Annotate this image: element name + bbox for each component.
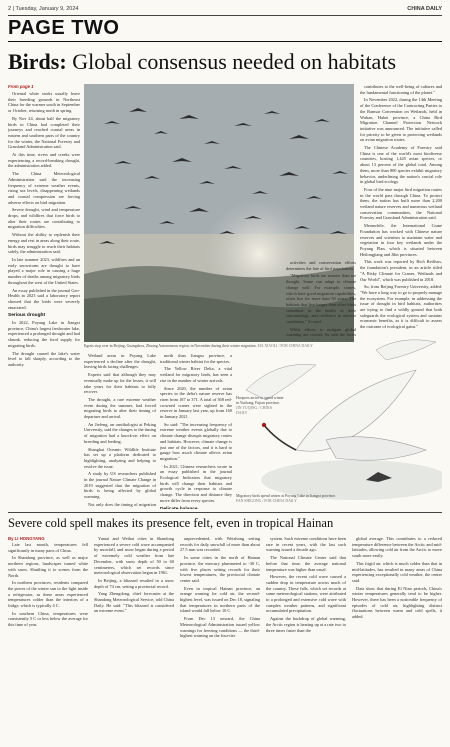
- cranes-illustration: [236, 330, 442, 510]
- article-2-column-4: system. Such extreme conditions have been rare in recent years, with the last such warning issued a decade ago. The National Climate Center said that before that time, the average national temperature was higher than usual. However, the recent cold wave caused a sudden drop in temperature across much of the country. These falls, which set records at some meteorological stations, were attributed to a prolonged and extensive cold wave with complex weather patterns, and significant accumulated precipitation. Against the backdrop of global warming, the Arctic region is heating up at a rate two to three times faster than the: [266, 536, 346, 633]
- byline: By LI HONGYANG: [8, 536, 45, 541]
- illustration-caption: Hoopoes arrive to spend winter in Yuzhong, Fujian province. JIN YUQING / CHINA DAILY: [236, 396, 284, 415]
- byline: From page 1: [8, 84, 34, 89]
- article-column-3: north than Jiangsu province, a traditional winter habitat for the species. The Yellow River Delta, a vital wetland for migratory birds, has seen a rise in the number of winter arrivals. Since 2020, the number of avian species in the delta's nature reserve has risen from 187 to 371. A total of 368 red-crowned cranes were sighted in the reserve in January last year, up from 160 in January 2021. Su said: "The increasing frequency of extreme weather events globally due to climate change disrupts migratory routes and habitats. However, climate change is just one of the factors, and it is hard to gauge how much climate affects avian migration." In 2021, Chinese researchers wrote in an essay published in the journal Ecological Indicators that migratory birds will change their habitats and growth cycle in response to climate change. The direction and distance they move differ from every species.: [160, 353, 232, 509]
- subheading: [160, 507, 232, 509]
- divider: [8, 15, 442, 16]
- article-2-column-2: Yantai and Weihai cities in Shandong experienced a severe cold wave accompanied by snowfall, and snow began during a period of extremely cold weather from late December, with snow depth of 50 to 60 centimeters, which set records since meteorological observation began in 1961. In Beijing, a blizzard resulted in a snow depth of 74 cm, setting a provincial record. Yang Zhengdong, chief forecaster at the Shandong Meteorological Service, told China Daily. He said: "This blizzard is considered an extreme event.": [94, 536, 174, 614]
- divider: [8, 512, 442, 513]
- divider: [8, 41, 442, 42]
- article-column-4: activities and conservation efforts determines the fate of bird populations. "Migratory birds are smarter than we thought. Some can adapt to climate change well. For example, cranes, which have good migration capabilities, often live for more than 50 years. The habitats that live longer than other birds contribute to the health of their surroundings, and resilience in adverse conditions," Su said. While efforts to mitigate global warming are crucial, Su said the focus: [286, 260, 356, 338]
- illustration-caption: Migratory birds spend winter at Poyang Lake in Jiangxi province. FAN SHIGONG / FOR CHINA DAILY: [236, 494, 336, 503]
- article-2-column-5: global average. This contributes to a reduced temperature difference between the Arctic and mid-latitudes, allowing cold air from the Arctic to move south more easily. This frigid air, which is much colder than that in mid-latitudes, has resulted in many areas of China experiencing exceptionally cold weather, the center said. Data show that during El Nino periods, China's winter temperatures generally tend to be higher. However, there has been a noticeable frequency of episodes of cold air, highlighting distinct fluctuations between warm and cold spells, it added.: [352, 536, 442, 620]
- crane-icon: [236, 330, 442, 510]
- headline-2: Severe cold spell makes its presence felt, even in tropical Hainan: [8, 516, 334, 530]
- page-date: 2 | Tuesday, January 9, 2024: [8, 6, 79, 12]
- headline: Birds: Global consensus needed on habitats: [8, 49, 396, 74]
- article-column-1: Oriental white storks usually leave their breeding grounds in Northeast China for the warmer south in September or October, returning north in spring. By Nov 24, about half the migratory birds in China had completed their journeys and reached coastal areas in eastern and southern parts of the country for the winter, the National Forestry and Grassland Administration said. At this time, rivers and creeks were experiencing a record-breaking drought, the administration added. The China Meteorological Administration said the increasing frequency of extreme weather events, rising sea levels, disappearing wetlands and coastal compression are forcing adverse effects on bird migration. Severe drought, wind and temperature drops, and wildfires that force birds to alter their routes are contributing to migration difficulties. Without the ability to replenish their energy and rest in areas along their route, birds may struggle to reach their habitats safely, the administration said. In late summer 2023, wildfires and an early snowstorm are thought to have played a major role in causing a huge number of deaths among migratory birds throughout the west of the United States. An essay published in the journal Geo-Health in 2023 said a laboratory report showed that the birds were severely emaciated. Serious drought In 2022, Poyang Lake in Jiangxi province, China's largest freshwater lake, experienced a prolonged drought and had shrunk, reducing the food supply for migrating birds. The drought caused the lake's water level to fall sharply, according to the authority.: [8, 91, 80, 367]
- article-2-column-3: unprecedented, with Weizhong setting records for daily snowfall of more than about 27.5 mm was recorded. In some cities in the north of Hainan province, the mercury plummeted to -30 C, with five places setting records for their lowest temperatures, the provincial climate center said. Even in tropical Hainan province, an orange warning for cold air, the second-highest level, was issued on Dec 18, signaling that temperatures in northern parts of the island would fall below 10 C. From Dec 13 onward, the China Meteorological Administration issued yellow warnings for freezing conditions — the third-highest warning on the four-tier: [180, 536, 260, 639]
- section-title: PAGE TWO: [8, 17, 120, 39]
- subheading: Serious drought: [8, 313, 46, 319]
- article-2-column-1: Late last month, temperatures fell significantly in many parts of China. In Shandong province, as well as major northern regions, landscapes turned white with snow. Shuttling it to scenes from the North. In northern provinces, residents compared the power of the winter sun to the light inside a refrigerator, as these areas experienced temperatures colder than the interiors of a fridge, which is typically 4 C. In southern China, temperatures were consistently 5 C or less below the average for this time of year.: [8, 542, 88, 628]
- article-column-2: Wetland areas in Poyang Lake experienced a decline after the drought, leaving birds facing challenges. Experts said that although they may eventually make up for the losses, it will take years for their habitats to fully recover. The drought, a rare extreme weather event during the summer, had forced migrating birds to alter their timing of departure and arrival. An Jiefeng, an ornithologist at Peking University, said the changes to the timing of migration had a knock-on effect on breeding and feeding. Shanghai Oceanic Wildlife Institute has set up a platform dedicated to highlighting, analyzing and helping to resolve the issue. A study by US researchers published in the journal Nature Climate Change in 2019 suggested that the migration of birds is being affected by global warming. Not only does the timing of migration: [84, 353, 156, 507]
- photo-caption: Egrets stop over in Beijing, Guangzhou, Zhuang Autonomous region, in November during their winter migration. MA XIAOLI / FOR CHINA DAILY: [84, 344, 313, 348]
- article-column-5: contributes to the well-being of cultures and the fundamental functioning of the planet." In November 2022, during the 14th Meeting of the Conference of the Contracting Parties to the Ramsar Convention on Wetlands, held in Wuhan, Hubei province, a China Bird Migration Channel Protection Network initiative was announced. The initiative called for priority to be given to protecting wetlands on avian migration routes. The Chinese Academy of Forestry said China is one of the world's most biodiverse countries, hosting 1,445 avian species, or about 13 percent of the global total. Among them, more than 800 species exhibit migratory behavior, underlining the nation's crucial role in global bird ecology. Four of the nine major bird migration routes in the world pass through China. To protect them, the nation has built more than 2,200 wetland nature reserves and numerous wetland conservation communities, the National Forestry and Grassland Administration said. Meanwhile, the International Crane Foundation has worked with Chinese nature reserves and scientists to maintain water and vegetation in four key wetlands under the Poyang Plan, which is situated between Heilongjiang and Jilin provinces. This work was reported by Rich Beilfuss, the foundation's president, in an article titled "A Risky Climate for Cranes, Wetlands and Our World", which was published in 2018. Su, from Beijing Forestry University, added: "We have a long way to go to properly manage the ecosystem. For example, in addressing the issue of drought in bird habitats, authorities are trying to find a wildly ground that both safeguards the ecological system and sustains economic benefits, as it is difficult to assess the outcome of ecological gains.": [360, 84, 442, 330]
- paper-name: CHINA DAILY: [407, 6, 442, 12]
